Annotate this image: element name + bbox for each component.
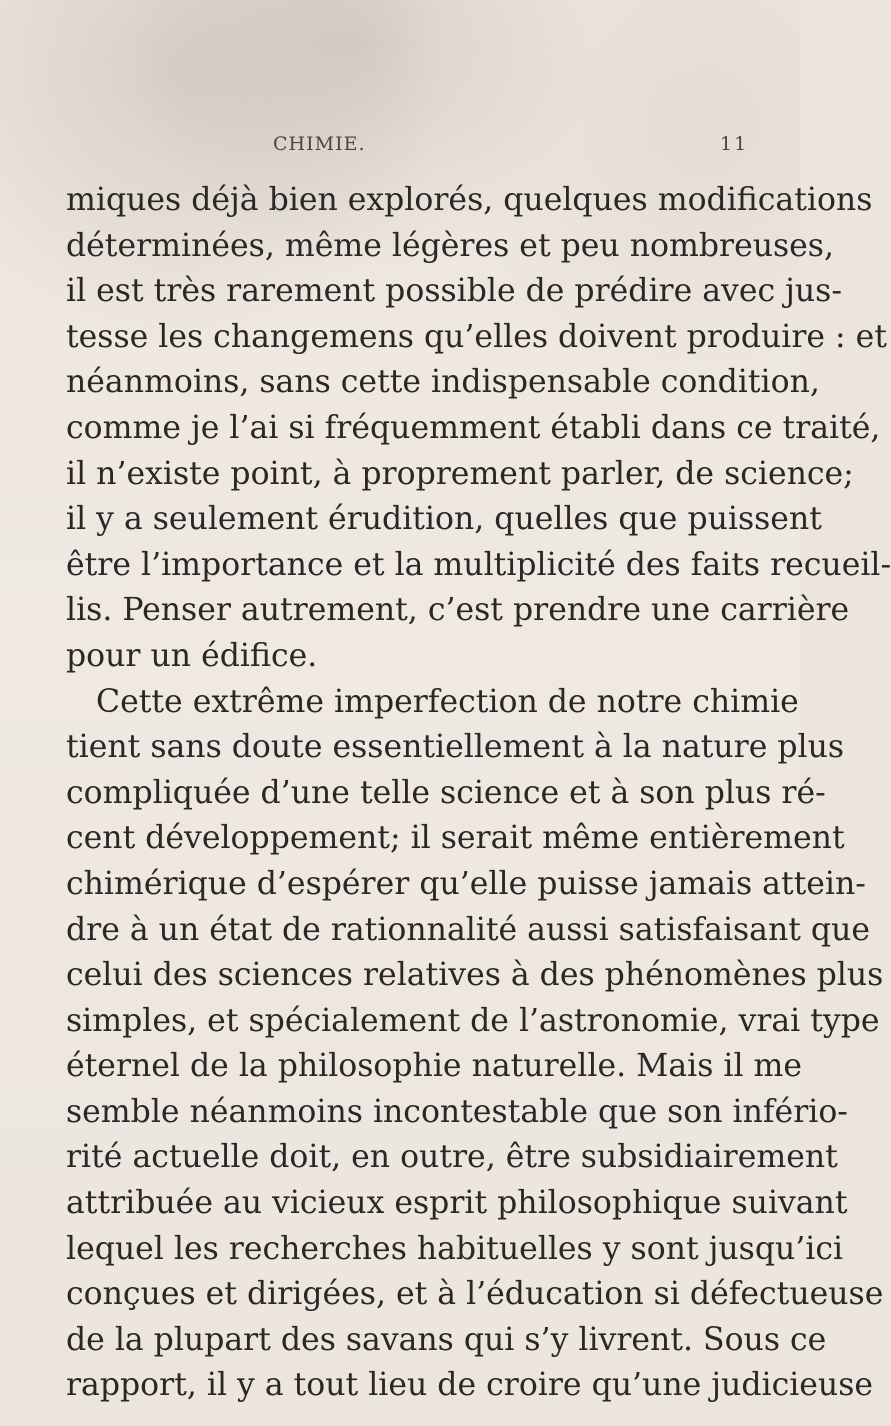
text-line: celui des sciences relatives à des phénomènes plus (66, 957, 884, 994)
text-line: il y a seulement érudition, quelles que puissent (66, 501, 822, 538)
text-line: il est très rarement possible de prédire avec jus- (66, 273, 842, 310)
text-line: attribuée au vicieux esprit philosophique suivant (66, 1185, 848, 1222)
text-line: il n’existe point, à proprement parler, de science; (66, 455, 854, 492)
page-number: 11 (720, 133, 749, 155)
text-line: cent développement; il serait même entièrement (66, 820, 845, 857)
text-line: éternel de la philosophie naturelle. Mais il me (66, 1048, 803, 1085)
text-line: lis. Penser autrement, c’est prendre une carrière (66, 592, 850, 629)
running-title: CHIMIE. (273, 133, 366, 155)
text-line: semble néanmoins incontestable que son infério- (66, 1093, 848, 1130)
text-line: dre à un état de rationnalité aussi satisfaisant que (66, 911, 871, 948)
text-line: rité actuelle doit, en outre, être subsidiairement (66, 1139, 838, 1176)
text-line: simples, et spécialement de l’astronomie, vrai type (66, 1002, 880, 1039)
body-text (66, 178, 891, 1409)
text-line: néanmoins, sans cette indispensable condition, (66, 364, 820, 401)
text-line: rapport, il y a tout lieu de croire qu’une judicieuse (66, 1367, 874, 1404)
page-header (0, 133, 800, 173)
text-line: tient sans doute essentiellement à la nature plus (66, 729, 845, 766)
text-line-paragraph-end: pour un édifice. (66, 637, 318, 674)
text-line: conçues et dirigées, et à l’éducation si défectueuse (66, 1276, 884, 1313)
text-line: de la plupart des savans qui s’y livrent. Sous ce (66, 1321, 827, 1358)
text-line-paragraph-start: Cette extrême imperfection de notre chimie (96, 683, 799, 720)
text-line: être l’importance et la multiplicité des faits recueil- (66, 546, 891, 583)
text-line: miques déjà bien explorés, quelques modifications (66, 182, 873, 218)
text-line: lequel les recherches habituelles y sont jusqu’ici (66, 1230, 844, 1267)
text-line: déterminées, même légères et peu nombreuses, (66, 227, 834, 264)
text-line: chimérique d’espérer qu’elle puisse jamais attein- (66, 865, 866, 902)
text-line: tesse les changemens qu’elles doivent produire : et (66, 318, 887, 355)
text-line: comme je l’ai si fréquemment établi dans ce traité, (66, 409, 881, 446)
text-line: compliquée d’une telle science et à son plus ré- (66, 774, 826, 811)
